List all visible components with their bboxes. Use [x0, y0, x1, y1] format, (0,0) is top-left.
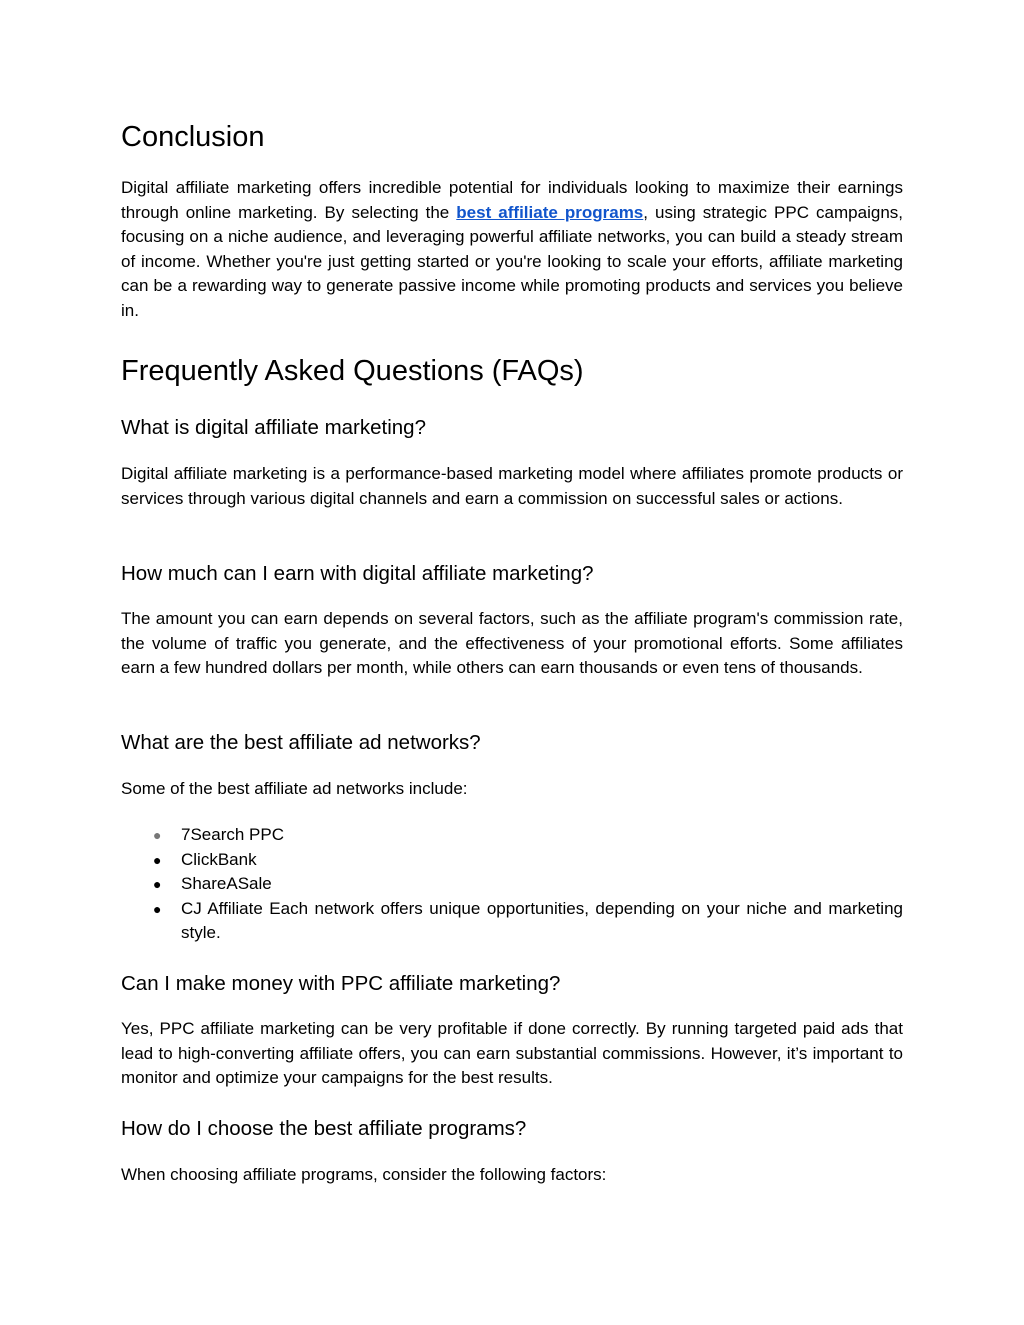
faq-question-1: What is digital affiliate marketing?	[121, 416, 426, 439]
faq-intro-5: When choosing affiliate programs, consider the following factors:	[121, 1165, 607, 1184]
list-item: ● ClickBank	[121, 848, 903, 873]
faq-question-3: What are the best affiliate ad networks?	[121, 731, 481, 754]
faq-question-5: How do I choose the best affiliate programs?	[121, 1117, 527, 1140]
bullet-icon: ●	[153, 876, 162, 892]
conclusion-text-before-link: Digital affiliate marketing offers incredible potential for individuals looking to maximize their earnings through online marketing. By selecting the	[121, 178, 903, 222]
best-affiliate-programs-link[interactable]: best affiliate programs	[456, 202, 644, 222]
faqs-heading: Frequently Asked Questions (FAQs)	[121, 355, 584, 387]
faq-question-2: How much can I earn with digital affiliate marketing?	[121, 562, 594, 585]
bullet-icon: ●	[153, 900, 162, 917]
faq-question-4: Can I make money with PPC affiliate marketing?	[121, 972, 561, 995]
conclusion-heading: Conclusion	[121, 121, 265, 153]
conclusion-paragraph	[121, 176, 903, 323]
list-item: ● ShareASale	[121, 872, 903, 897]
list-item: ● CJ Affiliate Each network offers unique opportunities, depending on your niche and marketing style.	[153, 898, 903, 942]
bullet-icon: ●	[153, 827, 162, 843]
affiliate-networks-list	[121, 823, 903, 946]
list-item: ● 7Search PPC	[121, 823, 903, 848]
faq-answer-2: The amount you can earn depends on several factors, such as the affiliate program's commission rate, the volume of traffic you generate, and the effectiveness of your promotional efforts. Some affiliates earn a few hundred dollars per month, while others can earn thousands or even tens of thousands.	[121, 609, 903, 677]
faq-intro-3: Some of the best affiliate ad networks include:	[121, 779, 468, 798]
bullet-icon: ●	[153, 851, 162, 868]
faq-answer-1: Digital affiliate marketing is a performance-based marketing model where affiliates promote products or services through various digital channels and earn a commission on successful sales or actions.	[121, 464, 903, 508]
conclusion-text-after-link: , using strategic PPC campaigns, focusing on a niche audience, and leveraging powerful affiliate networks, you can build a steady stream of income. Whether you're just getting started or you're looking to scale your efforts, affiliate marketing can be a rewarding way to generate passive income while promoting products and services you believe in.	[121, 202, 903, 320]
faq-answer-4: Yes, PPC affiliate marketing can be very profitable if done correctly. By running targeted paid ads that lead to high-converting affiliate offers, you can earn substantial commissions. However, it’s important to monitor and optimize your campaigns for the best results.	[121, 1019, 903, 1087]
